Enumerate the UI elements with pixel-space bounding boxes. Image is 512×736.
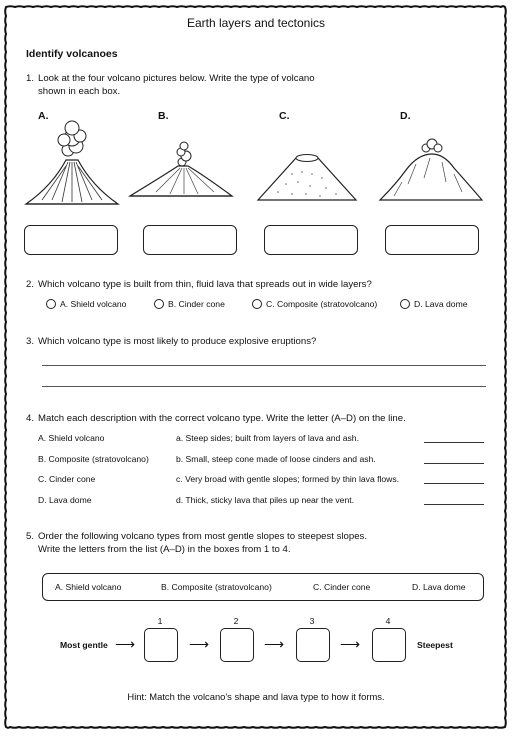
arrow-right-icon: ⟶	[340, 636, 361, 652]
question-2-number: 2.	[26, 279, 35, 290]
sequence-box-2[interactable]	[220, 628, 254, 662]
volcano-answer-box-b[interactable]	[143, 225, 237, 255]
cinder-cone-icon	[252, 144, 362, 206]
match-blank-d[interactable]	[424, 504, 484, 505]
volcano-letter-c: C.	[279, 110, 290, 122]
match-type-c: C. Cinder cone	[38, 474, 96, 484]
shield-volcano-icon	[126, 140, 236, 206]
type-list-c: C. Cinder cone	[313, 582, 371, 592]
match-type-d: D. Lava dome	[38, 495, 92, 505]
question-4-number: 4.	[26, 413, 35, 424]
match-description-a: a. Steep sides; built from layers of lava and ash.	[176, 433, 359, 443]
match-blank-c[interactable]	[424, 483, 484, 484]
sequence-number-3: 3	[309, 616, 315, 626]
sequence-box-4[interactable]	[372, 628, 406, 662]
match-type-b: B. Composite (stratovolcano)	[38, 454, 149, 464]
volcano-answer-box-c[interactable]	[264, 225, 358, 255]
question-5-number: 5.	[26, 531, 35, 542]
sequence-number-4: 4	[385, 616, 391, 626]
option-shield[interactable]	[46, 299, 126, 309]
section-heading: Identify volcanoes	[26, 48, 118, 60]
volcano-letter-b: B.	[158, 110, 169, 122]
type-list-a: A. Shield volcano	[55, 582, 122, 592]
question-4	[26, 412, 406, 425]
radio-button[interactable]	[400, 299, 410, 309]
option-label: D. Lava dome	[414, 299, 468, 309]
match-blank-a[interactable]	[424, 442, 484, 443]
most-gentle-label: Most gentle	[60, 640, 108, 650]
question-5	[26, 530, 367, 556]
question-2	[26, 278, 372, 291]
question-3-number: 3.	[26, 336, 35, 347]
worksheet-title: Earth layers and tectonics	[186, 16, 326, 30]
question-1	[26, 72, 315, 98]
volcano-letter-d: D.	[400, 110, 411, 122]
question-4-text: Match each description with the correct volcano type. Write the letter (A–D) on the line.	[38, 413, 406, 424]
question-1-text-line2: shown in each box.	[38, 86, 121, 97]
sequence-number-1: 1	[157, 616, 163, 626]
option-label: B. Cinder cone	[168, 299, 225, 309]
sequence-box-1[interactable]	[144, 628, 178, 662]
match-blank-b[interactable]	[424, 463, 484, 464]
type-list-b: B. Composite (stratovolcano)	[161, 582, 272, 592]
question-1-text-line1: Look at the four volcano pictures below. Write the type of volcano	[38, 73, 315, 84]
match-description-c: c. Very broad with gentle slopes; formed by thin lava flows.	[176, 474, 400, 484]
radio-button[interactable]	[46, 299, 56, 309]
volcano-answer-box-a[interactable]	[24, 225, 118, 255]
option-cinder[interactable]	[154, 299, 225, 309]
composite-volcano-icon	[22, 116, 122, 210]
arrow-right-icon: ⟶	[115, 636, 136, 652]
match-description-b: b. Small, steep cone made of loose cinders and ash.	[176, 454, 376, 464]
option-composite[interactable]	[252, 299, 377, 309]
question-1-number: 1.	[26, 73, 35, 84]
match-description-d: d. Thick, sticky lava that piles up near the vent.	[176, 495, 355, 505]
steepest-label: Steepest	[417, 640, 453, 650]
type-list-d: D. Lava dome	[412, 582, 466, 592]
volcano-letter-a: A.	[38, 110, 49, 122]
match-type-a: A. Shield volcano	[38, 433, 105, 443]
question-5-text-line2: Write the letters from the list (A–D) in the boxes from 1 to 4.	[38, 544, 291, 555]
arrow-right-icon: ⟶	[264, 636, 285, 652]
arrow-right-icon: ⟶	[189, 636, 210, 652]
hint-text: Hint: Match the volcano's shape and lava type to how it forms.	[127, 691, 385, 702]
question-3	[26, 335, 316, 348]
question-2-text: Which volcano type is built from thin, fluid lava that spreads out in wide layers?	[38, 279, 372, 290]
question-3-text: Which volcano type is most likely to produce explosive eruptions?	[38, 336, 317, 347]
sequence-number-2: 2	[233, 616, 239, 626]
option-label: A. Shield volcano	[60, 299, 127, 309]
answer-line-2[interactable]	[42, 386, 486, 387]
option-lava-dome[interactable]	[400, 299, 468, 309]
sequence-box-3[interactable]	[296, 628, 330, 662]
option-label: C. Composite (stratovolcano)	[266, 299, 378, 309]
question-5-text-line1: Order the following volcano types from most gentle slopes to steepest slopes.	[38, 531, 368, 542]
volcano-type-list	[42, 573, 484, 601]
answer-line-1[interactable]	[42, 365, 486, 366]
volcano-answer-box-d[interactable]	[385, 225, 479, 255]
radio-button[interactable]	[252, 299, 262, 309]
lava-dome-icon	[376, 134, 486, 206]
radio-button[interactable]	[154, 299, 164, 309]
